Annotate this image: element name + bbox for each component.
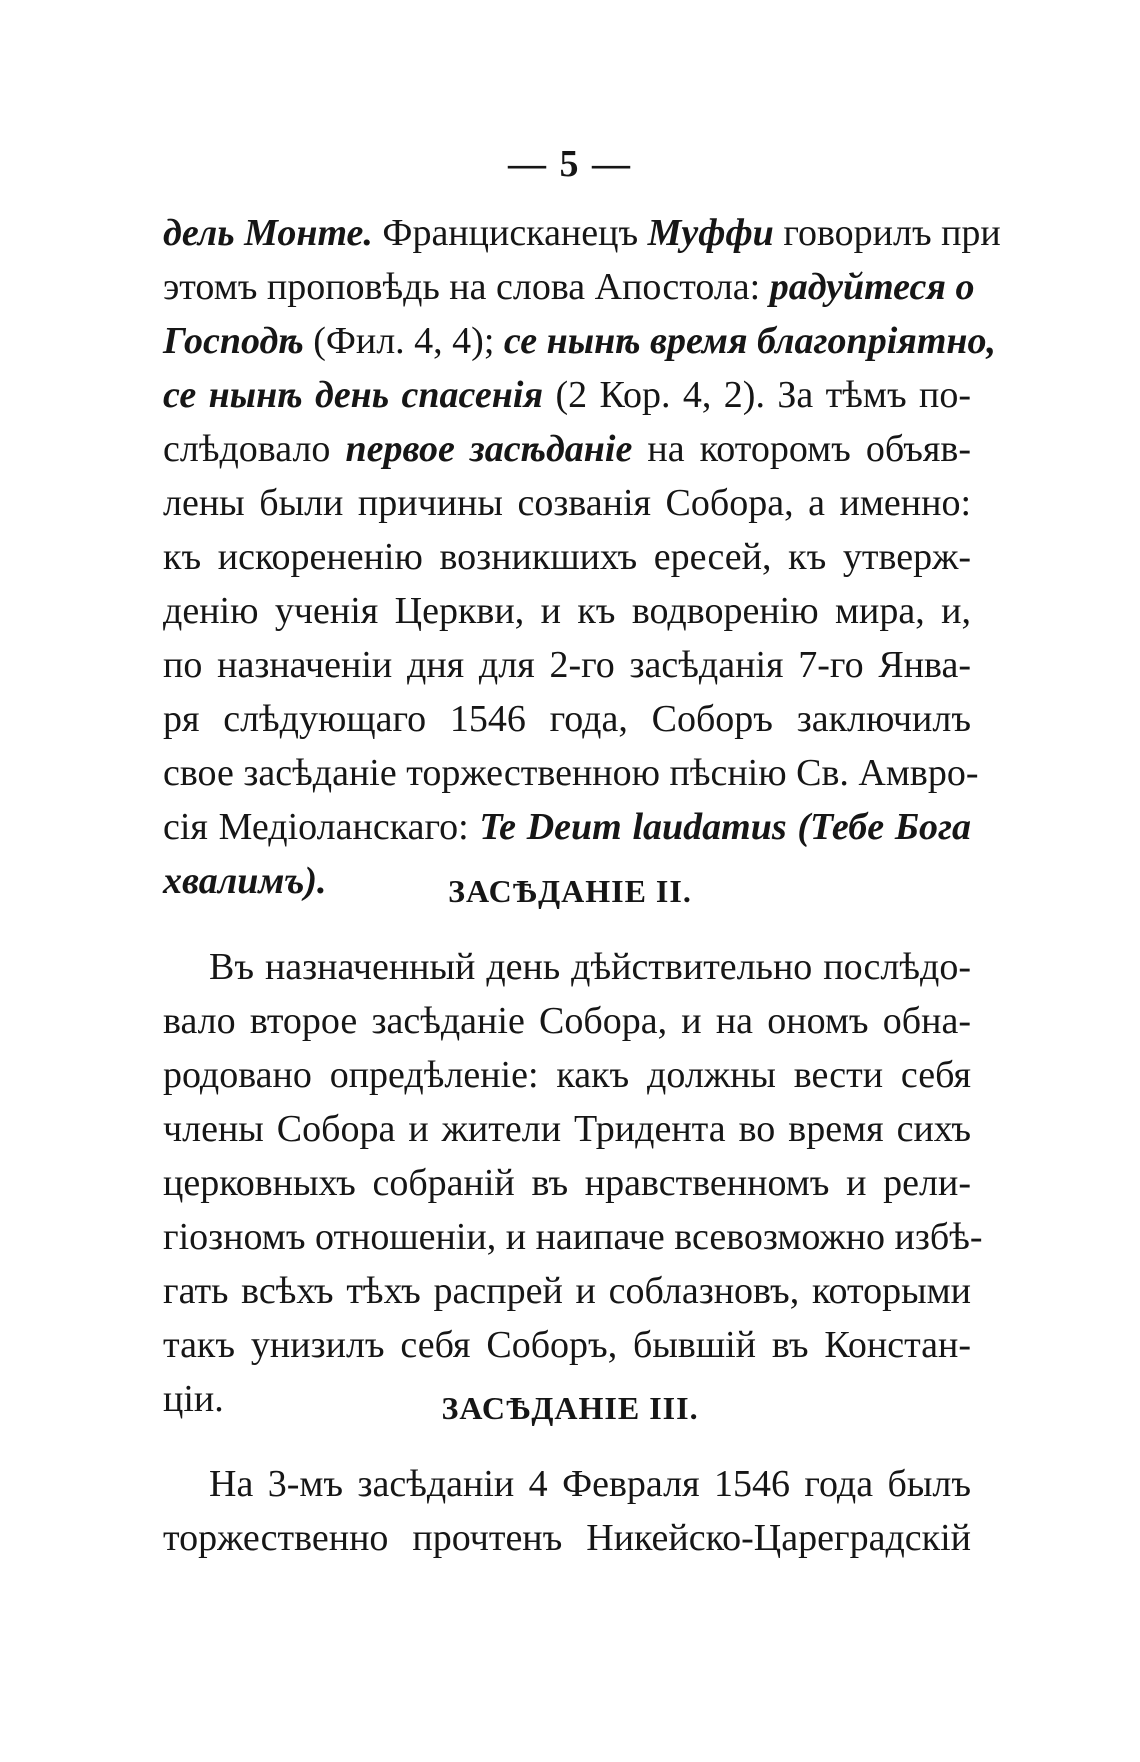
text-line: слѣдовало первое засѣданіе на которомъ объяв- [163,428,971,470]
text-line: члены Собора и жители Тридента во время сихъ [163,1108,971,1150]
section-heading-session-3: ЗАСѢДАНІЕ III. [441,1390,699,1426]
text-line: по назначеніи дня для 2-го засѣданія 7-го Янва- [163,644,971,686]
text-line: лены были причины созванія Собора, а именно: [163,482,971,524]
text-line: На 3-мъ засѣданіи 4 Февраля 1546 года былъ [209,1463,971,1505]
text-line: сія Медіоланскаго: Te Deum laudamus (Тебе Бога [163,806,971,848]
text-line: торжественно прочтенъ Никейско-Цареградскій [163,1517,971,1559]
text-line: гать всѣхъ тѣхъ распрей и соблазновъ, которыми [163,1270,971,1312]
paragraph-session-1-conclusion [163,206,1001,908]
section-heading-session-2: ЗАСѢДАНІЕ II. [448,873,692,909]
text-line: ря слѣдующаго 1546 года, Соборъ заключилъ [163,698,971,740]
text-line: Въ назначенный день дѣйствительно послѣдо- [209,946,971,988]
text-line: дель Монте. Францисканецъ Муффи говорилъ при [163,212,1001,254]
text-line: гіозномъ отношеніи, и наипаче всевозможно избѣ- [163,1216,983,1258]
paragraph-session-3 [163,1457,971,1565]
paragraph-session-2 [163,940,983,1426]
text-line: свое засѣданіе торжественною пѣснію Св. Амвро- [163,752,979,794]
text-line: Господѣ (Фил. 4, 4); се нынѣ время благопріятно, [163,320,996,362]
text-line: денію ученія Церкви, и къ водворенію мира, и, [163,590,971,632]
text-line: се нынѣ день спасенія (2 Кор. 4, 2). За тѣмъ по- [163,374,972,416]
text-line: къ искорененію возникшихъ ересей, къ утверж- [163,536,971,578]
page-number: — 5 — [508,143,632,185]
text-line: вало второе засѣданіе Собора, и на ономъ обна- [163,1000,971,1042]
text-line: хвалимъ). [163,860,327,902]
text-line: родовано опредѣленіе: какъ должны вести себя [163,1054,971,1096]
text-line: такъ унизилъ себя Соборъ, бывшій въ Констан- [163,1324,971,1366]
text-line: ціи. [163,1378,224,1420]
text-line: церковныхъ собраній въ нравственномъ и рели- [163,1162,971,1204]
text-line: этомъ проповѣдь на слова Апостола: радуйтеся о [163,266,975,308]
